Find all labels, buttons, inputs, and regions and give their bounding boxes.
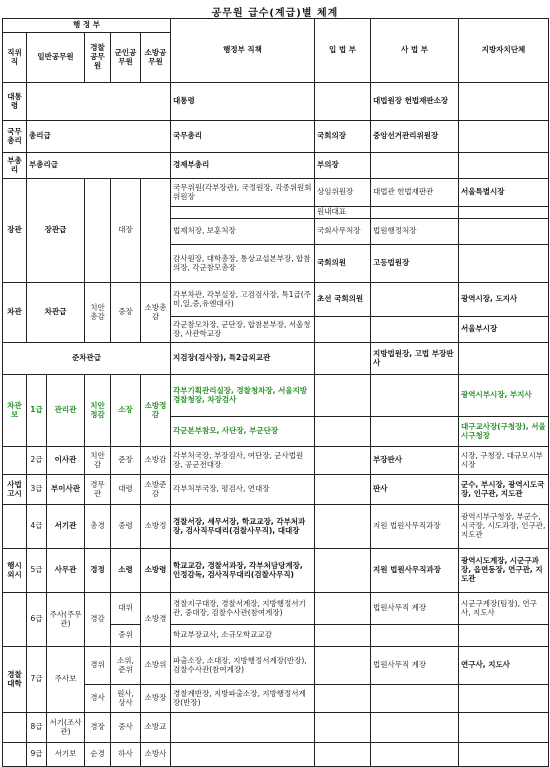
row-g7-admin-2: 경찰계반장, 지방파출소장, 지방행정서계장(반장) [171,685,315,713]
header-military: 군인공무원 [111,33,141,83]
row-g5-general: 사무관 [47,549,85,593]
row-g2-judicial: 부장판사 [371,447,459,475]
row-g5-position: 행시외시 [3,549,27,593]
row-g3-admin: 각부처부국장, 평검사, 연대장 [171,475,315,505]
header-position: 직위직 [3,33,27,83]
row-president-label: 대통령 [3,83,27,121]
row-vice-admin-1: 각부차관, 각부실장, 고검검사장, 특1급(주미,일,중,유엔대사) [171,283,315,317]
row-vice-general: 차관급 [27,283,85,343]
row-dpm-label: 부총리 [3,153,27,179]
row-g3-position: 사법고시 [3,475,27,505]
row-g4-grade: 4급 [27,505,47,549]
row-dpm-general: 부총리급 [27,153,171,179]
row-g6-military-2: 중위 [111,625,141,647]
header-legislative: 입 법 부 [315,19,371,83]
row-g7-general: 주사보 [47,647,85,713]
row-minister-general: 장관급 [27,179,85,283]
row-g1-military: 소장 [111,375,141,447]
row-pm-judicial: 중앙선거관리위원장 [371,121,459,153]
row-g1-position: 차관보 [3,375,27,447]
row-g1-admin-2: 각군본부참모, 사단장, 부군단장 [171,417,315,447]
row-minister-judicial-3: 고등법원장 [371,245,459,283]
row-g7-police-2: 경사 [85,685,111,713]
row-g6-military-1: 대위 [111,593,141,625]
row-g4-fire: 소방정 [141,505,171,549]
row-g9-fire: 소방사 [141,743,171,767]
header-general: 일반공무원 [27,33,85,83]
row-g4-local: 광역시부구청장, 부군수, 시국장, 시도과장, 인구관, 지도관 [459,505,549,549]
row-g5-fire: 소방령 [141,549,171,593]
row-g2-local: 시장, 구청장, 대규모시부시장 [459,447,549,475]
row-g1-local-2: 대구교사장(구청장), 서울시구청장 [459,417,549,447]
row-g1-local-1: 광역시부시장, 부지사 [459,375,549,417]
row-g2-military: 준장 [111,447,141,475]
row-g7-position: 경찰대학 [3,647,27,713]
row-g7-local: 연구사, 지도사 [459,647,549,685]
row-g7-military-2: 원사, 상사 [111,685,141,713]
row-g5-military: 소령 [111,549,141,593]
row-dpm-admin: 경제부총리 [171,153,315,179]
row-minister-admin-1: 국무위원(각부장관), 국정원장, 각종위원회위원장 [171,179,315,207]
row-g9-military: 하사 [111,743,141,767]
row-g5-admin: 학교교감, 경찰서과장, 각부처담당계장, 인정감독, 검사직무대리(검찰사무직) [171,549,315,593]
document-title: 공무원 급수(계급)별 체계 [211,8,339,19]
row-g8-fire: 소방교 [141,713,171,743]
row-g2-general: 이사관 [47,447,85,475]
row-g5-local: 광역시도계장, 시군구과장, 읍면동장, 연구관, 지도관 [459,549,549,593]
row-g2-admin: 각부처국장, 부장검사, 여단장, 군사법원장, 공군전대장 [171,447,315,475]
row-minister-admin-2: 법제처장, 보훈처장 [171,219,315,245]
row-vice-local-1: 광역시장, 도지사 [459,283,549,317]
row-minister-judicial-2: 법원행정처장 [371,219,459,245]
row-g4-judicial: 지원 법원사무직과장 [371,505,459,549]
row-g9-grade: 9급 [27,743,47,767]
row-minister-military: 대장 [111,179,141,283]
row-g4-police: 총경 [85,505,111,549]
row-minister-legis-3: 국회사무처장 [315,219,371,245]
row-g3-police: 경무관 [85,475,111,505]
row-g7-fire-2: 소방장 [141,685,171,713]
row-g9-police: 순경 [85,743,111,767]
row-semi-admin: 지검장(검사장), 특2급외교관 [171,343,315,375]
row-g3-fire: 소방준감 [141,475,171,505]
row-g6-admin-1: 경찰지구대장, 경찰서계장, 지방행정서기관, 중대장, 검찰수사관(참여계장) [171,593,315,625]
row-semi-judicial: 지방법원장, 고법 부장판사 [371,343,459,375]
row-g1-admin-1: 각부기획관리실장, 경찰청차장, 서울지방경찰청장, 차장검사 [171,375,315,417]
row-minister-label: 장관 [3,179,27,283]
row-g6-police: 경감 [85,593,111,647]
row-g7-fire-1: 소방위 [141,647,171,685]
row-g2-fire: 소방감 [141,447,171,475]
header-local-gov: 지방자치단체 [459,19,549,83]
row-g3-judicial: 판사 [371,475,459,505]
header-admin-branch: 행 정 부 [3,19,171,33]
row-vice-fire: 소방총감 [141,283,171,343]
row-g1-police: 치안정감 [85,375,111,447]
row-minister-legis-1: 상임위원장 [315,179,371,207]
row-g7-police-1: 경위 [85,647,111,685]
row-minister-admin-3: 감사원장, 대학총장, 통상교섭본부장, 합참의장, 각군참모총장 [171,245,315,283]
row-vice-local-2: 서울부시장 [459,317,549,343]
row-semi-label: 준차관급 [3,343,171,375]
header-fire: 소방공무원 [141,33,171,83]
row-g2-grade: 2급 [27,447,47,475]
row-g6-judicial: 법원사무직 계장 [371,593,459,625]
row-g6-admin-2: 학교부장교사, 소규모학교교감 [171,625,315,647]
row-g7-grade: 7급 [27,647,47,713]
row-g3-local: 군수, 부시장, 광역시도국장, 인구관, 지도관 [459,475,549,505]
row-pm-label: 국무총리 [3,121,27,153]
row-dpm-legis: 부의장 [315,153,371,179]
salary-grade-table [2,18,549,767]
row-g1-general: 관리관 [47,375,85,447]
row-g7-military-1: 소위, 준위 [111,647,141,685]
row-g3-military: 대령 [111,475,141,505]
row-g4-general: 서기관 [47,505,85,549]
row-g1-fire: 소방정감 [141,375,171,447]
header-admin-positions: 행정부 직책 [171,19,315,83]
row-g6-grade: 6급 [27,593,47,647]
row-g6-local: 시군구계장(팀장), 연구사, 지도사 [459,593,549,625]
header-police: 경찰공무원 [85,33,111,83]
row-minister-legis-4: 국회의원 [315,245,371,283]
row-minister-judicial-1: 대법관 헌법재판관 [371,179,459,207]
row-g3-general: 부이사관 [47,475,85,505]
row-vice-military: 중장 [111,283,141,343]
row-pm-legis: 국회의장 [315,121,371,153]
row-pm-general: 총리급 [27,121,171,153]
row-president-legis [315,83,371,121]
row-g5-police: 경정 [85,549,111,593]
header-judicial: 사 법 부 [371,19,459,83]
row-g6-fire: 소방경 [141,593,171,647]
row-g3-grade: 3급 [27,475,47,505]
row-g5-judicial: 지원 법원사무직과장 [371,549,459,593]
row-pm-admin: 국무총리 [171,121,315,153]
row-vice-police: 치안총감 [85,283,111,343]
row-g5-grade: 5급 [27,549,47,593]
row-vice-admin-2: 각군참모차장, 군단장, 합참본부장, 서울청장, 사관학교장 [171,317,315,343]
row-g4-military: 중령 [111,505,141,549]
row-g8-grade: 8급 [27,713,47,743]
row-g7-judicial: 법원사무직 계장 [371,647,459,685]
row-minister-legis-2: 원내대표 [315,207,371,219]
row-g6-general: 주사(주무관) [47,593,85,647]
row-g8-military: 중사 [111,713,141,743]
row-g2-police: 치안감 [85,447,111,475]
row-g9-general: 서기보 [47,743,85,767]
row-vice-legis: 초선 국회의원 [315,283,371,317]
row-president-judicial: 대법원장 헌법재판소장 [371,83,459,121]
row-vice-label: 차관 [3,283,27,343]
row-president-admin: 대통령 [171,83,315,121]
row-g1-grade: 1급 [27,375,47,447]
row-g4-admin: 경찰서장, 세무서장, 학교교장, 각부처과장, 검사직무대리(검찰사무직), 대대장 [171,505,315,549]
row-g8-general: 서기(조사관) [47,713,85,743]
row-g7-admin-1: 파출소장, 소대장, 지방행정서계장(반장), 검찰수사관(참여계장) [171,647,315,685]
row-g8-police: 경장 [85,713,111,743]
row-minister-local-1: 서울특별시장 [459,179,549,207]
